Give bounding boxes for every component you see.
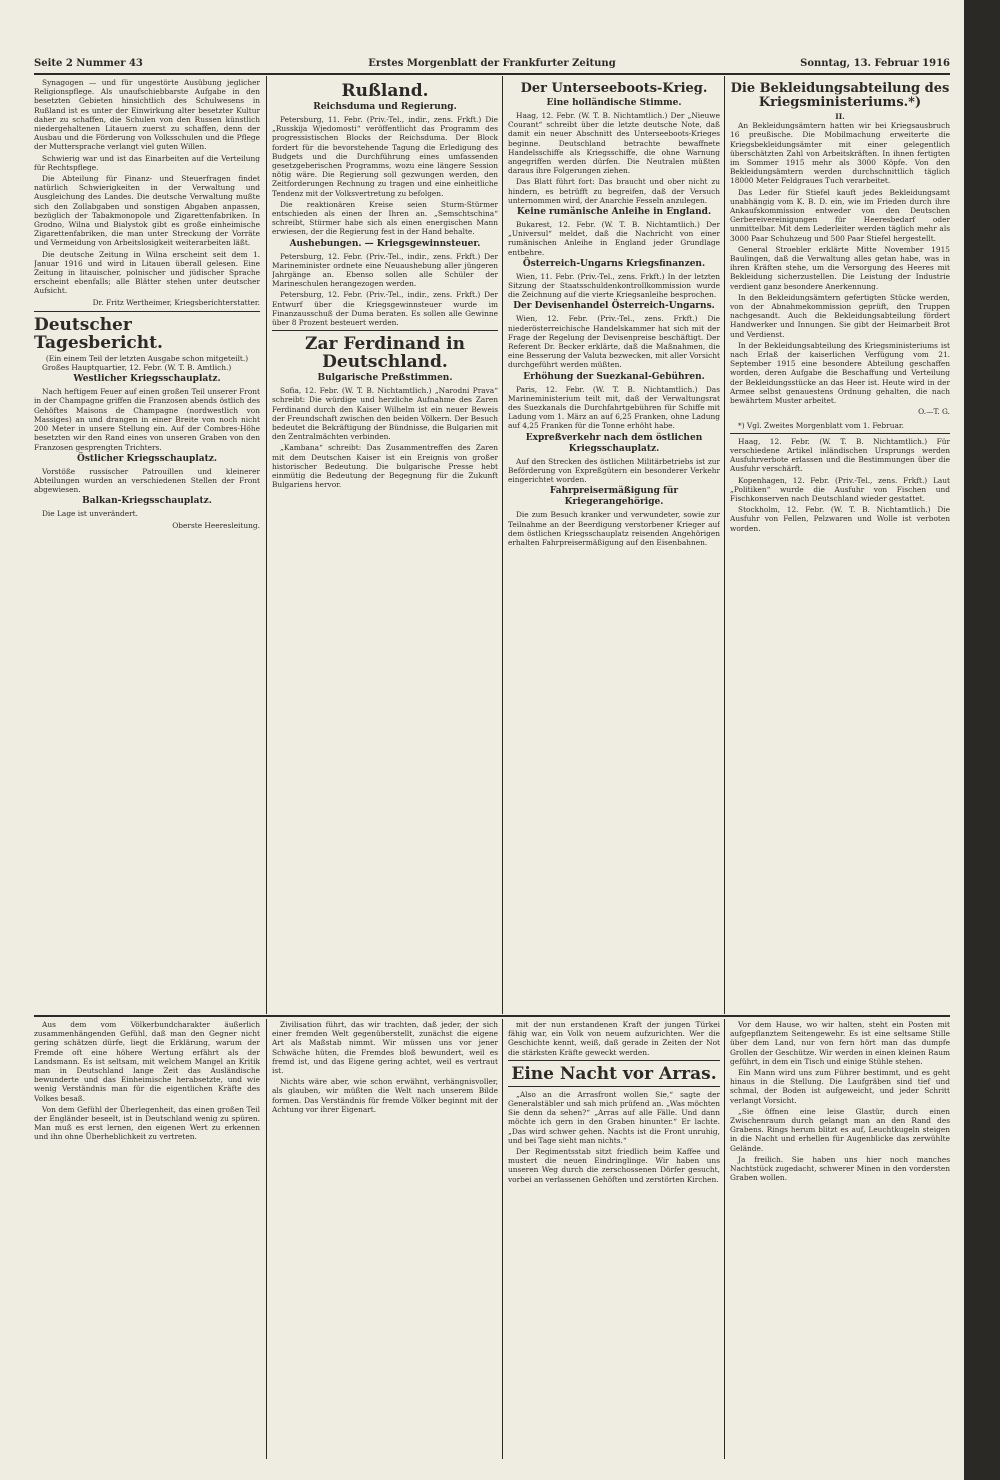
article-text: Nach heftigem Feuer auf einen großen Teil unserer Front in der Champagne griffen die Franzosen abends östlich des Gehöftes Maisons de Champagne (nordwestlich von Massiges) an und drangen in einer Breite von noch nicht 200 Meter in unsere Stellung ein. Auf der Combres-Höhe besetzten wir den Rand eines von unseren Graben von den Franzosen gesprengten Trichters.	[34, 387, 260, 452]
section-title: Östlicher Kriegsschauplatz.	[76, 453, 217, 464]
subheadline: Aushebungen. — Kriegsgewinnsteuer.	[289, 238, 481, 249]
article-text: Auf den Strecken des östlichen Militärbetriebs ist zur Beförderung von Expreßgütern ein besonderer Verkehr eingerichtet worden.	[508, 456, 720, 485]
column-1	[34, 78, 260, 1012]
feuilleton-text: mit der nun erstandenen Kraft der jungen Türkei fähig war, ein Volk von neuem aufzurichten. Wer die Geschichte kennt, weiß, daß gerade in Zeiten der Not die stärksten Kräfte geweckt werden.	[508, 1020, 720, 1057]
article-text: Synagogen — und für ungestörte Ausübung jeglicher Religionspflege. Als unaufschiebbarste Aufgabe in den besetzten Gebieten hinsichtlich des Schulwesens in Rußland ist es unter der Einwirkung alter besetzter Kultur daher zu schaffen, die Schulen von den Russen künstlich niedergehaltenen Litauern zuerst zu schaffen, denn der Ausbau und die Förderung von Volksschulen und die Pflege der Muttersprache verlangt viel guten Willen.	[34, 78, 260, 152]
headline-unterseeboots-krieg: Der Unterseeboots-Krieg.	[520, 81, 708, 96]
footnote-marker: *)	[908, 95, 922, 110]
article-text: Petersburg, 12. Febr. (Priv.-Tel., indir., zens. Frkft.) Der Entwurf über die Kriegsgewinnsteuer wurde im Finanzausschuß der Duma beraten. Es sollen alle Gewinne über 8 Prozent besteuert werden.	[272, 290, 498, 328]
scan-edge	[964, 0, 1000, 1480]
page-number: Seite 2 Nummer 43	[34, 58, 143, 69]
article-text: An Bekleidungsämtern hatten wir bei Kriegsausbruch 16 preußische. Die Mobilmachung erweiterte die Kriegsbekleidungsämter mit einer gelegentlich überschätzten Zahl von Arbeitskräften. In ihnen fertigten im Sommer 1915 mehr als 3000 Köpfe. Von den Bekleidungsämtern werden durchschnittlich täglich 18000 Meter Feldgraues Tuch verarbeitet.	[730, 121, 950, 186]
column-4	[730, 78, 950, 1012]
feuilleton-text: Aus dem vom Völkerbundcharakter äußerlich zusammenhängenden Gefühl, daß man den Gegner nicht gering schätzen dürfe, liegt die Erklärung, warum der Fremde oft eine höhere Wertung erfährt als der Landsmann. Es ist seltsam, mit welchem Mangel an Kritik man in Deutschland lange Zeit das Ausländische bewunderte und das Einheimische herabsetzte, und wie wenig Verständnis man für die eigentlichen Kräfte des Volkes besaß.	[34, 1020, 260, 1103]
article-text: Sofia, 12. Febr. (W. T. B. Nichtamtlich.) „Narodni Prava“ schreibt: Die würdige und herzliche Aufnahme des Zaren Ferdinand durch den Kaiser Wilhelm ist ein neuer Beweis der Freundschaft zwischen den beiden Völkern. Der Besuch bedeutet die Bekräftigung der Bündnisse, die Bulgarien mit den Zentralmächten verbinden.	[272, 386, 498, 442]
feuilleton-text: Zivilisation führt, das wir trachten, daß jeder, der sich einer fremden Welt gegenüberstellt, zunächst die eigene Art als Maßstab nimmt. Wir müssen uns vor jener Schwäche hüten, die Fremdes bloß bewundert, weil es fremd ist, und das Eigene gering achtet, weil es vertraut ist.	[272, 1020, 498, 1076]
section-title: Expreßverkehr nach dem östlichen Kriegsschauplatz.	[525, 432, 703, 454]
feuilleton-column-3	[508, 1020, 720, 1458]
headline-bekleidungsabteilung	[730, 82, 950, 110]
headline-zar-ferdinand: Zar Ferdinand in Deutschland.	[305, 334, 465, 373]
section-title: Österreich-Ungarns Kriegsfinanzen.	[522, 258, 706, 269]
section-title: Der Devisenhandel Österreich-Ungarns.	[513, 301, 715, 312]
column-divider	[724, 76, 725, 1014]
article-text: Das Blatt führt fort: Das braucht und ober nicht zu hindern, es betrüfft zu begreifen, daß der Versuch unternommen wird, der Anarchie Fesseln anzulegen.	[508, 177, 720, 205]
headline-note: (Ein einem Teil der letzten Ausgabe schon mitgeteilt.)	[45, 353, 249, 363]
feuilleton-text: Ja freilich. Sie haben uns hier noch manches Nachtstück zugedacht, schwerer Minen in den vordersten Graben wollen.	[730, 1154, 950, 1183]
feuilleton-text: Ein Mann wird uns zum Führer bestimmt, und es geht hinaus in die Stellung. Die Laufgräben sind tief und schmal, der Boden ist aufgeweicht, und jeder Schritt verlangt Vorsicht.	[730, 1068, 950, 1105]
article-divider	[272, 330, 498, 331]
feuilleton-text: Von dem Gefühl der Überlegenheit, das einen großen Teil der Engländer beseelt, ist in Deutschland wenig zu spüren. Man muß es erst lernen, den eigenen Wert zu erkennen und ihn ohne Überheblichkeit zu vertreten.	[34, 1104, 260, 1142]
article-text: In der Bekleidungsabteilung des Kriegsministeriums ist nach Erlaß der kaiserlichen Verfügung vom 21. September 1915 eine besondere Abteilung geschaffen worden, deren Aufgabe die Beschaffung und Verteilung der Bekleidungsstücke an das Heer ist. Heute wird in der Armee selbst genauestens Ordnung gehalten, die nach bewährtem Muster arbeitet.	[730, 340, 950, 406]
subheadline: Eine holländische Stimme.	[546, 98, 682, 108]
article-text: Die Abteilung für Finanz- und Steuerfragen findet natürlich Schwierigkeiten in der Verwaltung und Ausgleichung des Landes. Die deutsche Verwaltung mußte sich den Zollabgaben und sonstigen Abgaben anpassen, bezüglich der Tabakmonopole und Zigarettenfabriken. In Grodno, Wilna und Bialystok gibt es große einheimische Zigarettenfabriken, die man unter Streckung der Vorräte und Vermeidung von Arbeitslosigkeit weiterarbeiten läßt.	[34, 174, 260, 248]
subheadline: Bulgarische Preßstimmen.	[317, 373, 453, 384]
subheadline: Reichsduma und Regierung.	[313, 102, 457, 112]
article-divider	[508, 1060, 720, 1061]
article-text: Die reaktionären Kreise seien Sturm-Stürmer entschieden als einen der Ihren an. „Semschtschina“ schreibt, Stürmer habe sich als einen energischen Mann erwiesen, der die Regierung fest in der Hand behalte.	[272, 199, 498, 237]
feuilleton-column-4	[730, 1020, 950, 1458]
article-text: Kopenhagen, 12. Febr. (Priv.-Tel., zens. Frkft.) Laut „Politiken“ wurde die Ausfuhr von Fischen und Fischkonserven nach Deutschland wieder gestattet.	[730, 475, 950, 503]
article-divider	[730, 433, 950, 434]
feuilleton-text: Der Regimentsstab sitzt friedlich beim Kaffee und mustert die neuen Eindringlinge. Wir haben uns unseren Weg durch die zerschossenen Dörfer gesucht, vorbei an verlassenen Gehöften und zerstörten Kirchen.	[508, 1147, 720, 1184]
signature: Oberste Heeresleitung.	[172, 520, 260, 530]
column-divider	[724, 1019, 725, 1459]
feuilleton-text: Vor dem Hause, wo wir halten, steht ein Posten mit aufgepflanztem Seitengewehr. Es ist eine seltsame Stille über dem Land, nur von fern hört man das dumpfe Grollen der Geschütze. Wir werden in einen kleinen Raum geführt, in dem ein Tisch und einige Stühle stehen.	[730, 1020, 950, 1066]
article-text: Stockholm, 12. Febr. (W. T. B. Nichtamtlich.) Die Ausfuhr von Fellen, Pelzwaren und Wolle ist verboten worden.	[730, 505, 950, 533]
article-text: In den Bekleidungsämtern gefertigten Stücke werden, von der Abnahmekommission geprüft, den Truppen nachgesandt. Auch die Bekleidungsabteilung fördert Handwerker und Innungen. Sie gibt der Heimarbeit Brot und Verdienst.	[730, 292, 950, 339]
section-title: Keine rumänische Anleihe in England.	[516, 207, 712, 218]
article-text: Wien, 11. Febr. (Priv.-Tel., zens. Frkft.) In der letzten Sitzung der Staatsschuldenkontrollkommission wurde die Zeichnung auf die vierte Kriegsanleihe besprochen.	[508, 271, 720, 300]
section-title: Balkan-Kriegsschauplatz.	[82, 496, 212, 507]
article-text: General Stroebler erklärte Mitte November 1915 Baulingen, daß die Verwaltung alles getan habe, was in ihren Kräften stehe, um die Versorgung des Heeres mit Bekleidung sicherzustellen. Die Leistung der Industrie verdient ganz besondere Anerkennung.	[730, 244, 950, 291]
issue-date: Sonntag, 13. Februar 1916	[800, 58, 950, 69]
masthead	[34, 58, 950, 72]
footnote: *) Vgl. Zweites Morgenblatt vom 1. Februar.	[738, 420, 904, 430]
article-text: Schwierig war und ist das Einarbeiten auf die Verteilung für Rechtspflege.	[34, 153, 260, 172]
headline-text: Die Bekleidungsabteilung des Kriegsministeriums.	[730, 81, 950, 110]
article-text: Haag, 12. Febr. (W. T. B. Nichtamtlich.) Der „Nieuwe Courant“ schreibt über die letzte deutsche Note, daß damit ein neuer Abschnitt des Unterseeboots-Krieges beginne. Deutschland betrachte bewaffnete Handelsschiffe als Kriegsschiffe, die ohne Warnung angegriffen werden dürfen. Die Neutralen müßten daraus ihre Folgerungen ziehen.	[508, 111, 720, 176]
article-text: „Kambana“ schreibt: Das Zusammentreffen des Zaren mit dem Deutschen Kaiser ist ein Ereignis von großer historischer Bedeutung. Die bulgarische Presse hebt einmütig die Bedeutung der Begegnung für die Zukunft Bulgariens hervor.	[272, 443, 498, 490]
article-text: Vorstöße russischer Patrouillen und kleinerer Abteilungen wurden an verschiedenen Stellen der Front abgewiesen.	[34, 466, 260, 495]
column-divider	[266, 1019, 267, 1459]
correspondent-signature: Dr. Fritz Wertheimer, Kriegsberichterstatter.	[92, 297, 260, 307]
article-text: Petersburg, 11. Febr. (Priv.-Tel., indir., zens. Frkft.) Die „Russkija Wjedomosti“ veröffentlicht das Programm des progressistischen Blocks der Reichsduma. Der Block fordert für die bevorstehende Tagung die Erledigung des Budgets und die Durchführung eines umfassenden gesetzgeberischen Programms, wozu eine längere Session nötig wäre. Die Regierung soll gezwungen werden, den Zeitforderungen Rechnung zu tragen und eine einheitliche Tendenz mit der Volksvertretung zu befolgen.	[272, 115, 498, 198]
section-title: Fahrpreisermäßigung für Kriegerangehörige.	[549, 486, 679, 508]
article-text: Das Leder für Stiefel kauft jedes Bekleidungsamt unabhängig vom K. B. D. ein, wie im Frieden durch ihre Ankaufskommission entweder von den Deutschen Gerbereivereinigungen für Heeresbedarf oder unmittelbar. Mit dem Lederleiter werden täglich mehr als 3000 Paar Schuhzeug und 500 Paar Stiefel hergestellt.	[730, 187, 950, 243]
headline-nacht-vor-arras: Eine Nacht vor Arras.	[511, 1063, 717, 1084]
article-text: Bukarest, 12. Febr. (W. T. B. Nichtamtlich.) Der „Universul“ meldet, daß die Nachricht von einer rumänischen Anleihe in England jeder Grundlage entbehre.	[508, 220, 720, 257]
feuilleton-column-2	[272, 1020, 498, 1458]
feuilleton-text: Nichts wäre aber, wie schon erwähnt, verhängnisvoller, als glauben, wir müßten die Welt nach unserem Bilde formen. Das Verständnis für fremde Völker beginnt mit der Achtung vor ihrer Eigenart.	[272, 1077, 498, 1114]
article-text: Die Lage ist unverändert.	[42, 509, 138, 519]
section-title: Westlicher Kriegsschauplatz.	[73, 374, 221, 385]
article-text: Haag, 12. Febr. (W. T. B. Nichtamtlich.) Für verschiedene Artikel inländischen Ursprungs werden Ausfuhrverbote erlassen und die Bestimmungen über die Ausfuhr verschärft.	[730, 436, 950, 474]
article-text: Paris, 12. Febr. (W. T. B. Nichtamtlich.) Das Marineministerium teilt mit, daß der Verwaltungsrat des Suezkanals die Durchfahrtgebühren für Schiffe mit Ladung vom 1. März an auf 6,25 Franken, ohne Ladung auf 4,25 Franken für die Tonne erhöht habe.	[508, 384, 720, 431]
column-divider	[502, 76, 503, 1014]
article-text: Petersburg, 12. Febr. (Priv.-Tel., indir., zens. Frkft.) Der Marineminister ordnete eine Neuaushebung aller jüngeren Jahrgänge an. Ebenso sollen alle Schüler der Marineschulen herangezogen werden.	[272, 251, 498, 289]
article-divider	[34, 311, 260, 312]
newspaper-title: Erstes Morgenblatt der Frankfurter Zeitung	[368, 58, 616, 69]
article-text: Wien, 12. Febr. (Priv.-Tel., zens. Frkft.) Die niederösterreichische Handelskammer hat sich mit der Frage der Regelung der Devisenpreise beschäftigt. Der Referent Dr. Becker erklärte, daß die Maßnahmen, die eine Besserung der Valuta bezwecken, mit aller Vorsicht durchgeführt werden müßten.	[508, 314, 720, 370]
feuilleton-rule	[34, 1015, 950, 1017]
article-text: Die zum Besuch kranker und verwundeter, sowie zur Teilnahme an der Beerdigung verstorbener Krieger auf dem östlichen Kriegsschauplatz reisenden Angehörigen erhalten Fahrpreisermäßigung auf den Eisenbahnen.	[508, 510, 720, 547]
feuilleton-text: „Sie öffnen eine leise Glastür, durch einen Zwischenraum durch gelangt man an den Rand des Grabens. Rings herum blitzt es auf, Leuchtkugeln steigen in die Nacht und erhellen für Augenblicke das zerwühlte Gelände.	[730, 1106, 950, 1153]
masthead-rule	[34, 73, 950, 75]
section-title: Erhöhung der Suezkanal-Gebühren.	[523, 371, 705, 382]
column-2	[272, 78, 498, 1012]
article-divider	[508, 1086, 720, 1087]
column-divider	[266, 76, 267, 1014]
headline-tagesbericht: Deutscher Tagesbericht.	[34, 314, 163, 353]
column-3	[508, 78, 720, 1012]
dateline: Großes Hauptquartier, 12. Febr. (W. T. B. Amtlich.)	[42, 363, 232, 373]
section-number: II.	[835, 112, 845, 121]
feuilleton-text: „Also an die Arrasfront wollen Sie,“ sagte der Generalstäbler und sah mich prüfend an. „Was möchten Sie denn da sehen?“ „Arras auf alle Fälle. Und dann möchte ich gern in den Graben hinunter.“ Er lachte. „Das wird schwer gehen. Nachts ist die Front unruhig, und bei Tage sieht man nichts.“	[508, 1089, 720, 1145]
author-initials: O.—T. G.	[918, 407, 950, 417]
column-divider	[502, 1019, 503, 1459]
headline-russland: Rußland.	[341, 81, 429, 101]
feuilleton-column-1	[34, 1020, 260, 1458]
article-text: Die deutsche Zeitung in Wilna erscheint seit dem 1. Januar 1916 und wird in Litauen überall gelesen. Eine Zeitung in litauischer, polnischer und jüdischer Sprache erscheint ebenfalls; alle Blätter stehen unter deutscher Aufsicht.	[34, 249, 260, 296]
